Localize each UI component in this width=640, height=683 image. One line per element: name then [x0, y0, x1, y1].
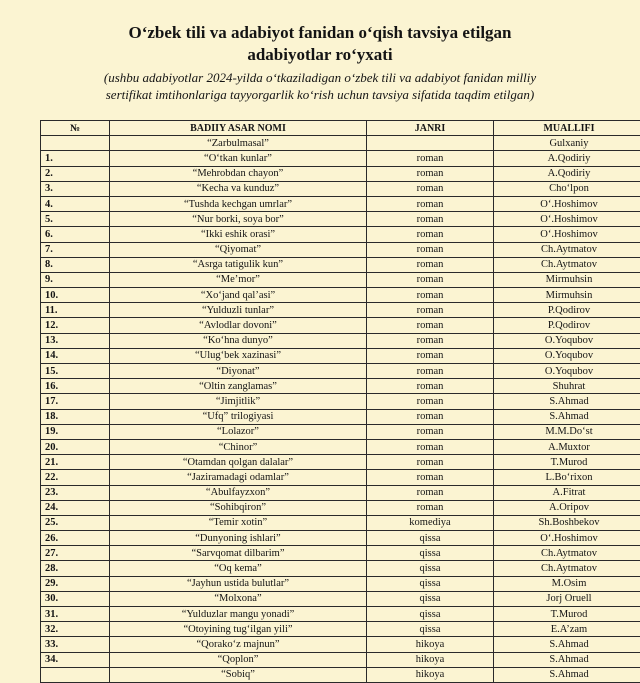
row-title: “Qoplon” [110, 652, 367, 667]
row-number: 29. [41, 576, 110, 591]
row-genre: roman [367, 409, 494, 424]
row-genre: roman [367, 303, 494, 318]
row-author: Shuhrat [494, 379, 640, 394]
table-row [41, 531, 640, 546]
row-title: “Ikki eshik orasi” [110, 227, 367, 242]
row-title: “Asrga tatigulik kun” [110, 257, 367, 272]
row-genre: qissa [367, 591, 494, 606]
row-genre: roman [367, 257, 494, 272]
row-number: 2. [41, 166, 110, 181]
row-number: 9. [41, 272, 110, 287]
row-genre: roman [367, 364, 494, 379]
row-number: 3. [41, 181, 110, 196]
row-genre: roman [367, 348, 494, 363]
table-row [41, 667, 640, 682]
row-title: “Yulduzli tunlar” [110, 303, 367, 318]
row-title: “Ufq” trilogiyasi [110, 409, 367, 424]
row-title: “Lolazor” [110, 424, 367, 439]
row-author: P.Qodirov [494, 303, 640, 318]
table-row [41, 196, 640, 211]
row-number: 30. [41, 591, 110, 606]
row-number: 14. [41, 348, 110, 363]
row-author: A.Oripov [494, 500, 640, 515]
row-genre: qissa [367, 607, 494, 622]
row-number: 19. [41, 424, 110, 439]
row-genre: hikoya [367, 667, 494, 682]
row-author: T.Murod [494, 455, 640, 470]
row-title: “Xo‘jand qal’asi” [110, 288, 367, 303]
row-title: “Chinor” [110, 439, 367, 454]
table-row [41, 318, 640, 333]
row-number: 12. [41, 318, 110, 333]
row-title: “O‘tkan kunlar” [110, 151, 367, 166]
row-number: 5. [41, 212, 110, 227]
table-row [41, 166, 640, 181]
row-author: Sh.Boshbekov [494, 515, 640, 530]
row-number: 23. [41, 485, 110, 500]
row-number: 33. [41, 637, 110, 652]
table-row [41, 622, 640, 637]
row-author: Ch.Aytmatov [494, 257, 640, 272]
row-author: P.Qodirov [494, 318, 640, 333]
row-genre: roman [367, 455, 494, 470]
table-row [41, 607, 640, 622]
row-number: 32. [41, 622, 110, 637]
row-genre: roman [367, 318, 494, 333]
table-row [41, 394, 640, 409]
row-genre: hikoya [367, 637, 494, 652]
row-genre: roman [367, 166, 494, 181]
row-genre: roman [367, 500, 494, 515]
row-genre: roman [367, 196, 494, 211]
row-title: “Oltin zanglamas” [110, 379, 367, 394]
row-title: “Dunyoning ishlari” [110, 531, 367, 546]
row-genre: qissa [367, 622, 494, 637]
row-number [41, 136, 110, 151]
row-title: “Otoyining tug‘ilgan yili” [110, 622, 367, 637]
table-row [41, 500, 640, 515]
table-row [41, 485, 640, 500]
row-number: 16. [41, 379, 110, 394]
row-genre: roman [367, 394, 494, 409]
row-number: 34. [41, 652, 110, 667]
row-author: O.Yoqubov [494, 364, 640, 379]
row-author: O‘.Hoshimov [494, 227, 640, 242]
table-row [41, 546, 640, 561]
row-genre: qissa [367, 561, 494, 576]
row-number: 13. [41, 333, 110, 348]
row-author: S.Ahmad [494, 637, 640, 652]
row-title: “Tushda kechgan umrlar” [110, 196, 367, 211]
row-number: 1. [41, 151, 110, 166]
table-row [41, 303, 640, 318]
table-row [41, 515, 640, 530]
row-number: 18. [41, 409, 110, 424]
row-author: A.Qodiriy [494, 166, 640, 181]
row-title: “Oq kema” [110, 561, 367, 576]
table-row [41, 272, 640, 287]
row-author: S.Ahmad [494, 409, 640, 424]
row-title: “Jaziramadagi odamlar” [110, 470, 367, 485]
row-author: Mirmuhsin [494, 272, 640, 287]
row-number: 21. [41, 455, 110, 470]
document-subtitle-line-1: (ushbu adabiyotlar 2024-yilda o‘tkaziladigan o‘zbek tili va adabiyot fanidan milliy [0, 70, 640, 86]
row-number: 4. [41, 196, 110, 211]
row-author: T.Murod [494, 607, 640, 622]
row-author: O.Yoqubov [494, 333, 640, 348]
row-author: M.M.Do‘st [494, 424, 640, 439]
row-author: Cho‘lpon [494, 181, 640, 196]
table-row [41, 212, 640, 227]
table-row [41, 364, 640, 379]
row-title: “Sarvqomat dilbarim” [110, 546, 367, 561]
literature-table [40, 120, 640, 683]
row-author: Ch.Aytmatov [494, 561, 640, 576]
table-row [41, 652, 640, 667]
table-row [41, 257, 640, 272]
table-row [41, 455, 640, 470]
row-author: O‘.Hoshimov [494, 531, 640, 546]
table-row [41, 181, 640, 196]
row-number: 10. [41, 288, 110, 303]
row-author: Ch.Aytmatov [494, 546, 640, 561]
row-title: “Ko‘hna dunyo” [110, 333, 367, 348]
table-row [41, 379, 640, 394]
row-number: 22. [41, 470, 110, 485]
row-title: “Qiyomat” [110, 242, 367, 257]
table-row [41, 333, 640, 348]
row-title: “Diyonat” [110, 364, 367, 379]
row-number: 6. [41, 227, 110, 242]
row-genre: roman [367, 424, 494, 439]
table-row [41, 242, 640, 257]
row-genre: roman [367, 181, 494, 196]
row-title: “Ulug‘bek xazinasi” [110, 348, 367, 363]
row-title: “Temir xotin” [110, 515, 367, 530]
table-row [41, 424, 640, 439]
row-title: “Zarbulmasal” [110, 136, 367, 151]
row-genre: roman [367, 242, 494, 257]
row-author: Gulxaniy [494, 136, 640, 151]
column-header-genre: JANRI [367, 121, 494, 136]
row-author: A.Qodiriy [494, 151, 640, 166]
table-row [41, 439, 640, 454]
row-title: “Qorako‘z majnun” [110, 637, 367, 652]
row-number: 11. [41, 303, 110, 318]
row-number: 27. [41, 546, 110, 561]
document-title-line-2: adabiyotlar ro‘yxati [0, 44, 640, 66]
row-author: A.Fitrat [494, 485, 640, 500]
row-title: “Otamdan qolgan dalalar” [110, 455, 367, 470]
row-genre: hikoya [367, 652, 494, 667]
row-title: “Avlodlar dovoni” [110, 318, 367, 333]
row-author: Jorj Oruell [494, 591, 640, 606]
table-row [41, 151, 640, 166]
row-author: S.Ahmad [494, 394, 640, 409]
row-genre: roman [367, 272, 494, 287]
row-title: “Molxona” [110, 591, 367, 606]
row-genre: qissa [367, 531, 494, 546]
row-number: 24. [41, 500, 110, 515]
row-genre: qissa [367, 576, 494, 591]
row-genre: roman [367, 212, 494, 227]
table-row [41, 576, 640, 591]
row-number: 26. [41, 531, 110, 546]
row-author: O.Yoqubov [494, 348, 640, 363]
column-header-author: MUALLIFI [494, 121, 640, 136]
row-author: Ch.Aytmatov [494, 242, 640, 257]
row-genre: roman [367, 151, 494, 166]
table-row [41, 561, 640, 576]
row-genre: qissa [367, 546, 494, 561]
row-genre: roman [367, 439, 494, 454]
document-subtitle-line-2: sertifikat imtihonlariga tayyorgarlik ko‘rish uchun tavsiya sifatida taqdim etilgan) [0, 87, 640, 103]
row-title: “Nur borki, soya bor” [110, 212, 367, 227]
row-number: 7. [41, 242, 110, 257]
document-title-line-1: O‘zbek tili va adabiyot fanidan o‘qish tavsiya etilgan [0, 22, 640, 44]
row-title: “Jimjitlik” [110, 394, 367, 409]
table-row [41, 348, 640, 363]
column-header-title: BADIIY ASAR NOMI [110, 121, 367, 136]
row-author: O‘.Hoshimov [494, 196, 640, 211]
row-author: O‘.Hoshimov [494, 212, 640, 227]
row-genre: komediya [367, 515, 494, 530]
row-title: “Mehrobdan chayon” [110, 166, 367, 181]
row-genre: roman [367, 485, 494, 500]
table-row [41, 591, 640, 606]
row-author: S.Ahmad [494, 667, 640, 682]
table-row [41, 136, 640, 151]
row-title: “Yulduzlar mangu yonadi” [110, 607, 367, 622]
row-author: E.A’zam [494, 622, 640, 637]
row-number: 25. [41, 515, 110, 530]
row-author: Mirmuhsin [494, 288, 640, 303]
row-author: A.Muxtor [494, 439, 640, 454]
row-genre: roman [367, 379, 494, 394]
row-genre: roman [367, 333, 494, 348]
row-author: L.Bo‘rixon [494, 470, 640, 485]
row-title: “Sobiq” [110, 667, 367, 682]
table-header-row [41, 121, 640, 136]
column-header-number: № [41, 121, 110, 136]
row-number: 8. [41, 257, 110, 272]
row-genre: roman [367, 288, 494, 303]
row-title: “Sohibqiron” [110, 500, 367, 515]
row-title: “Me’mor” [110, 272, 367, 287]
table-row [41, 288, 640, 303]
row-number: 15. [41, 364, 110, 379]
row-number: 20. [41, 439, 110, 454]
row-genre: roman [367, 470, 494, 485]
table-row [41, 470, 640, 485]
row-title: “Jayhun ustida bulutlar” [110, 576, 367, 591]
row-number: 31. [41, 607, 110, 622]
row-genre [367, 136, 494, 151]
table-row [41, 637, 640, 652]
row-genre: roman [367, 227, 494, 242]
row-title: “Kecha va kunduz” [110, 181, 367, 196]
row-author: M.Osim [494, 576, 640, 591]
row-number: 28. [41, 561, 110, 576]
table-row [41, 409, 640, 424]
row-author: S.Ahmad [494, 652, 640, 667]
table-row [41, 227, 640, 242]
row-title: “Abulfayzxon” [110, 485, 367, 500]
row-number [41, 667, 110, 682]
row-number: 17. [41, 394, 110, 409]
